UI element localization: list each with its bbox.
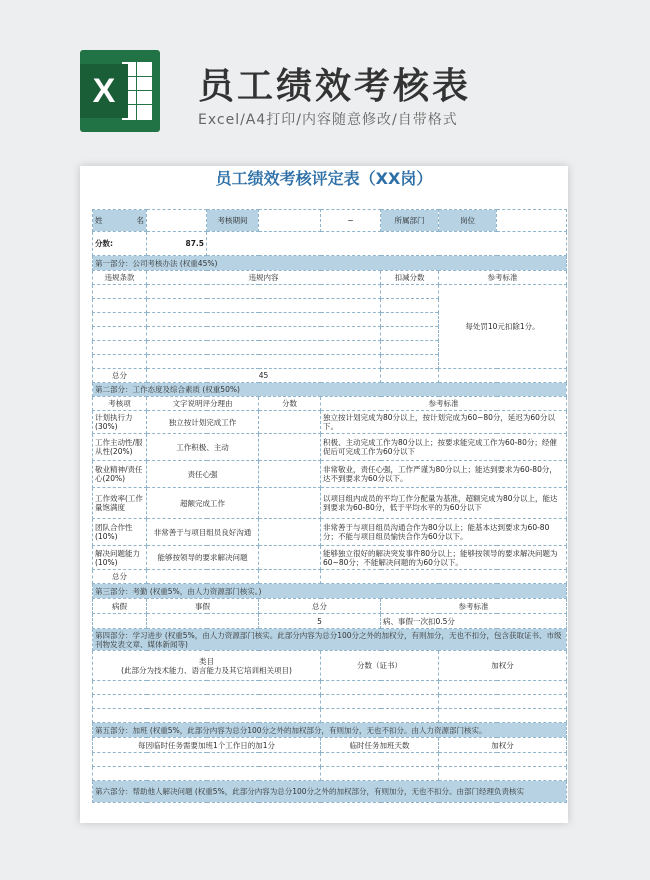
part3-header: 参考标准 (381, 599, 567, 614)
part6-title: 第六部分：帮助他人解决问题 (权重5%，此部分内容为总分100分之外的加权部分，有则加分，无也不扣分。由部门经理负责核实 (93, 781, 567, 803)
cell[interactable] (321, 753, 439, 767)
dept-label: 所属部门 (381, 210, 439, 232)
post-label: 岗位 (439, 210, 497, 232)
part3-total: 5 (259, 614, 381, 629)
score-value: 87.5 (147, 232, 207, 256)
score-row (93, 232, 567, 256)
part1-title: 第一部分：公司考核办法 (权重45%) (93, 256, 567, 271)
cell[interactable] (93, 341, 147, 355)
cell[interactable] (439, 753, 567, 767)
part2-header: 文字说明评分理由 (147, 397, 259, 411)
part1-title-row (93, 256, 567, 271)
cell[interactable] (381, 327, 439, 341)
cell[interactable] (439, 709, 567, 723)
part6-title-row (93, 781, 567, 803)
part2-row (93, 488, 567, 519)
cell[interactable] (381, 313, 439, 327)
excel-icon-letter: X (80, 64, 128, 118)
part2-item: 工作主动性/服从性(20%) (93, 434, 147, 461)
period-label: 考核期间 (207, 210, 259, 232)
cell[interactable] (321, 681, 439, 695)
part4-row (93, 695, 567, 709)
cell (381, 369, 439, 383)
part2-total-label: 总分 (93, 570, 147, 584)
cell[interactable] (439, 767, 567, 781)
part4-title-row (93, 629, 567, 651)
part2-item: 解决问题能力(10%) (93, 546, 147, 570)
cell (147, 570, 259, 584)
cell[interactable] (147, 341, 381, 355)
part2-reason: 非常善于与项目组员良好沟通 (147, 519, 259, 546)
part2-row (93, 461, 567, 488)
cell[interactable] (93, 767, 321, 781)
part2-item: 计划执行力(30%) (93, 411, 147, 434)
part2-score[interactable] (259, 434, 321, 461)
cell[interactable] (321, 695, 439, 709)
cell (259, 570, 321, 584)
part4-category-label: 类目 (199, 656, 214, 666)
part4-title: 第四部分：学习进步 (权重5%，由人力资源部门核实。此部分内容为总分100分之外的加权分，有则加分，无也不扣分，包含获取证书、市级刊物发表文章、媒体新闻等) (93, 629, 567, 651)
cell[interactable] (381, 299, 439, 313)
part5-title-row (93, 723, 567, 738)
part2-item: 敬业精神/责任心(20%) (93, 461, 147, 488)
part3-title-row (93, 584, 567, 599)
excel-icon (80, 50, 160, 132)
part1-header: 扣减分数 (381, 271, 439, 285)
part2-row (93, 411, 567, 434)
part5-row (93, 767, 567, 781)
part4-header-row (93, 651, 567, 681)
part4-category-note: (此部分为技术能力、语言能力及其它培训相关项目) (121, 665, 292, 675)
sheet-title: 员工绩效考核评定表（XX岗） (215, 169, 433, 188)
part5-header-row (93, 738, 567, 753)
part3-header-row (93, 599, 567, 614)
cell[interactable] (147, 327, 381, 341)
cell[interactable] (93, 355, 147, 369)
cell[interactable] (93, 614, 147, 629)
part2-header: 分数 (259, 397, 321, 411)
part2-score[interactable] (259, 488, 321, 519)
part2-row (93, 519, 567, 546)
page-header (0, 0, 650, 150)
cell (439, 369, 567, 383)
cell[interactable] (321, 709, 439, 723)
name-label-2: 名 (136, 216, 144, 225)
period-start[interactable] (259, 210, 321, 232)
cell[interactable] (147, 299, 381, 313)
part2-standard: 非常善于与项目组员沟通合作为80分以上；能基本达到要求为60-80分；不能与项目组员愉快合作为60分以下。 (321, 519, 567, 546)
part5-header: 每因临时任务需要加班1个工作日的加1分 (93, 738, 321, 753)
cell[interactable] (147, 285, 381, 299)
cell[interactable] (147, 313, 381, 327)
part2-row (93, 434, 567, 461)
part1-total-label: 总分 (93, 369, 147, 383)
period-tilde: ~ (321, 210, 381, 232)
cell[interactable] (147, 614, 259, 629)
part2-item: 工作效率(工作量饱满度 (93, 488, 147, 519)
part2-total-row (93, 570, 567, 584)
part3-title: 第三部分：考勤 (权重5%，由人力资源部门核实。) (93, 584, 567, 599)
info-row (93, 210, 567, 232)
part3-header: 总分 (259, 599, 381, 614)
part4-header: 加权分 (439, 651, 567, 681)
part2-score[interactable] (259, 546, 321, 570)
cell[interactable] (93, 313, 147, 327)
page-subtitle: Excel/A4打印/内容随意修改/自带格式 (198, 112, 458, 128)
cell[interactable] (93, 695, 321, 709)
part4-row (93, 681, 567, 695)
part5-header: 临时任务加班天数 (321, 738, 439, 753)
page-title: 员工绩效考核表 (198, 66, 472, 107)
part2-standard: 积极、主动完成工作为80分以上；按要求能完成工作为60-80分；经催促后可完成工作为60分以下 (321, 434, 567, 461)
part2-score[interactable] (259, 519, 321, 546)
cell[interactable] (439, 695, 567, 709)
cell[interactable] (93, 285, 147, 299)
part1-header: 违规条款 (93, 271, 147, 285)
part2-standard: 能够独立很好的解决突发事件80分以上；能够按领导的要求解决问题为60~80分；不能解决问题的为60分以下。 (321, 546, 567, 570)
part2-standard: 以项目组内成员的平均工作分配量为基准，超额完成为80分以上，能达到要求为60-80分，低于平均水平的为60分以下 (321, 488, 567, 519)
part1-header-row (93, 271, 567, 285)
cell[interactable] (93, 753, 321, 767)
part2-item: 团队合作性(10%) (93, 519, 147, 546)
cell[interactable] (321, 767, 439, 781)
part3-header: 病假 (93, 599, 147, 614)
part2-reason: 独立按计划完成工作 (147, 411, 259, 434)
part4-row (93, 709, 567, 723)
part2-reason: 责任心强 (147, 461, 259, 488)
cell (93, 210, 147, 232)
name-value[interactable] (147, 210, 207, 232)
cell[interactable] (93, 327, 147, 341)
part2-header: 考核项 (93, 397, 147, 411)
part3-row (93, 614, 567, 629)
cell (207, 232, 567, 256)
cell[interactable] (381, 285, 439, 299)
part2-header-row (93, 397, 567, 411)
part5-title: 第五部分：加班 (权重5%，此部分内容为总分100分之外的加权部分，有则加分，无也不扣分。由人力资源部门核实。 (93, 723, 567, 738)
part2-title-row (93, 383, 567, 397)
part1-row (93, 285, 567, 299)
part3-standard: 病、事假一次扣0.5分 (381, 614, 567, 629)
part2-reason: 超额完成工作 (147, 488, 259, 519)
part1-standard: 每处罚10元扣除1分。 (439, 285, 567, 369)
part2-standard: 非常敬业，责任心强，工作严谨为80分以上；能达到要求为60-80分，达不到要求为60分以下。 (321, 461, 567, 488)
part2-reason: 能够按领导的要求解决问题 (147, 546, 259, 570)
part3-header: 事假 (147, 599, 259, 614)
cell[interactable] (381, 355, 439, 369)
part2-reason: 工作积极、主动 (147, 434, 259, 461)
part2-title: 第二部分：工作态度及综合素质 (权重50%) (93, 383, 567, 397)
part5-header: 加权分 (439, 738, 567, 753)
part1-total-value: 45 (147, 369, 381, 383)
cell[interactable] (93, 681, 321, 695)
cell[interactable] (93, 709, 321, 723)
cell[interactable] (439, 681, 567, 695)
post-value[interactable] (497, 210, 567, 232)
cell[interactable] (147, 355, 381, 369)
score-label: 分数: (93, 232, 147, 256)
part1-header: 违规内容 (147, 271, 381, 285)
part5-row (93, 753, 567, 767)
spreadsheet-preview (80, 166, 568, 823)
part1-header: 参考标准 (439, 271, 567, 285)
part2-score[interactable] (259, 461, 321, 488)
name-label: 姓 (95, 216, 103, 225)
part4-header: 分数（证书） (321, 651, 439, 681)
part2-standard: 独立按计划完成为80分以上，按计划完成为60~80分，延迟为60分以下。 (321, 411, 567, 434)
part1-total-row (93, 369, 567, 383)
part2-score[interactable] (259, 411, 321, 434)
cell (321, 570, 567, 584)
part4-header-category (93, 651, 321, 681)
evaluation-table (92, 209, 567, 803)
cell[interactable] (381, 341, 439, 355)
part2-row (93, 546, 567, 570)
cell[interactable] (93, 299, 147, 313)
part2-header: 参考标准 (321, 397, 567, 411)
